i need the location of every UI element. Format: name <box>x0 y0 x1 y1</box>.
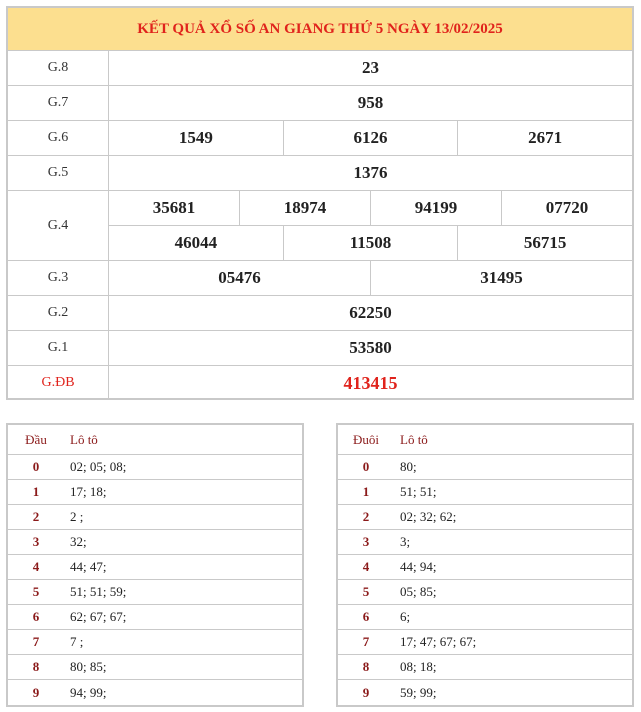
prize-number: 2671 <box>457 121 632 155</box>
dau-numbers: 94; 99; <box>70 684 107 700</box>
duoi-row <box>338 505 632 530</box>
prize-number: 11508 <box>283 226 458 260</box>
duoi-digit: 7 <box>362 634 370 649</box>
special-prize-number: 413415 <box>343 372 398 393</box>
duoi-digit: 9 <box>362 684 370 700</box>
prize-numbers <box>109 191 632 260</box>
duoi-row <box>338 480 632 505</box>
duoi-digit: 2 <box>362 509 370 524</box>
duoi-digit: 1 <box>362 484 370 499</box>
prize-line <box>109 296 632 330</box>
prize-number: 1376 <box>353 163 388 182</box>
duoi-row <box>338 580 632 605</box>
prize-row <box>8 51 632 86</box>
duoi-digit: 5 <box>362 584 370 599</box>
duoi-digit: 0 <box>362 459 370 474</box>
dau-numbers: 62; 67; 67; <box>70 609 127 624</box>
prize-numbers <box>109 86 632 120</box>
duoi-digit: 6 <box>362 609 370 624</box>
duoi-row <box>338 630 632 655</box>
prize-label: G.3 <box>8 261 109 295</box>
prize-line <box>109 156 632 190</box>
prize-row <box>8 366 632 400</box>
prize-number: 46044 <box>174 233 218 252</box>
prize-number: 07720 <box>501 191 632 225</box>
prize-label: G.5 <box>8 156 109 190</box>
duoi-numbers: 80; <box>400 459 417 474</box>
dau-digit: 1 <box>32 484 40 499</box>
prize-row <box>8 86 632 121</box>
dau-table-header <box>8 425 302 455</box>
dau-header-key: Đầu <box>25 431 47 447</box>
prize-label: G.7 <box>8 86 109 120</box>
dau-numbers: 2 ; <box>70 509 84 524</box>
results-table <box>6 6 634 400</box>
prize-numbers <box>109 296 632 330</box>
duoi-digit: 4 <box>362 559 370 574</box>
prize-numbers <box>109 121 632 155</box>
prize-label: G.2 <box>8 296 109 330</box>
dau-numbers: 80; 85; <box>70 659 107 674</box>
dau-digit: 3 <box>32 534 40 549</box>
duoi-numbers: 51; 51; <box>400 484 437 499</box>
duoi-numbers: 02; 32; 62; <box>400 509 457 524</box>
duoi-row <box>338 680 632 705</box>
prize-number: 958 <box>357 93 384 112</box>
duoi-numbers: 05; 85; <box>400 584 437 599</box>
dau-digit: 2 <box>32 509 40 524</box>
prize-line <box>109 366 632 400</box>
duoi-table-body <box>338 455 632 705</box>
prize-row <box>8 331 632 366</box>
prize-number: 18974 <box>239 191 370 225</box>
dau-row <box>8 555 302 580</box>
prize-number: 56715 <box>457 226 632 260</box>
prize-line <box>109 51 632 85</box>
duoi-header-key: Đuôi <box>353 431 379 447</box>
dau-numbers: 7 ; <box>70 634 84 649</box>
duoi-numbers: 6; <box>400 609 411 624</box>
prize-label: G.8 <box>8 51 109 85</box>
dau-digit: 4 <box>32 559 40 574</box>
prize-line <box>109 331 632 365</box>
dau-numbers: 02; 05; 08; <box>70 459 127 474</box>
prize-line <box>109 86 632 120</box>
duoi-numbers: 3; <box>400 534 411 549</box>
duoi-table-header <box>338 425 632 455</box>
dau-row <box>8 655 302 680</box>
prize-label: G.4 <box>8 191 109 260</box>
prize-number: 94199 <box>370 191 501 225</box>
prize-numbers <box>109 156 632 190</box>
duoi-row <box>338 530 632 555</box>
prize-row <box>8 296 632 331</box>
duoi-row <box>338 605 632 630</box>
dau-row <box>8 505 302 530</box>
prize-numbers <box>109 261 632 295</box>
prize-row <box>8 156 632 191</box>
dau-numbers: 44; 47; <box>70 559 107 574</box>
prize-numbers <box>109 331 632 365</box>
dau-digit: 7 <box>32 634 40 649</box>
prize-label: G.1 <box>8 331 109 365</box>
dau-header-val: Lô tô <box>70 431 98 447</box>
duoi-row <box>338 555 632 580</box>
prize-row <box>8 191 632 261</box>
prize-number: 23 <box>362 58 379 77</box>
prize-row <box>8 121 632 156</box>
dau-row <box>8 630 302 655</box>
duoi-numbers: 59; 99; <box>400 684 437 700</box>
duoi-numbers: 17; 47; 67; 67; <box>400 634 477 649</box>
dau-row <box>8 530 302 555</box>
dau-digit: 6 <box>32 609 40 624</box>
duoi-row <box>338 655 632 680</box>
dau-row <box>8 480 302 505</box>
duoi-row <box>338 455 632 480</box>
dau-numbers: 32; <box>70 534 87 549</box>
dau-row <box>8 605 302 630</box>
dau-row <box>8 680 302 705</box>
prize-number: 35681 <box>152 198 196 217</box>
dau-table-body <box>8 455 302 705</box>
dau-digit: 9 <box>32 684 40 700</box>
dau-numbers: 17; 18; <box>70 484 107 499</box>
prize-number: 31495 <box>370 261 632 295</box>
duoi-numbers: 44; 94; <box>400 559 437 574</box>
prize-line <box>109 121 632 155</box>
prize-label: G.6 <box>8 121 109 155</box>
prize-line <box>109 191 632 225</box>
prize-line <box>109 225 632 260</box>
prize-numbers <box>109 51 632 85</box>
results-title: KẾT QUẢ XỔ SỐ AN GIANG THỨ 5 NGÀY 13/02/2025 <box>8 8 632 51</box>
dau-digit: 5 <box>32 584 40 599</box>
duoi-digit: 3 <box>362 534 370 549</box>
prize-row <box>8 261 632 296</box>
duoi-numbers: 08; 18; <box>400 659 437 674</box>
duoi-table <box>336 423 634 707</box>
duoi-digit: 8 <box>362 659 370 674</box>
dau-row <box>8 455 302 480</box>
duoi-header-val: Lô tô <box>400 431 428 447</box>
prize-number: 53580 <box>349 338 392 357</box>
dau-digit: 8 <box>32 659 40 674</box>
prize-number: 1549 <box>178 128 213 147</box>
dau-row <box>8 580 302 605</box>
prize-line <box>109 261 632 295</box>
prize-label: G.ĐB <box>8 366 109 400</box>
dau-numbers: 51; 51; 59; <box>70 584 127 599</box>
prize-numbers <box>109 366 632 400</box>
prize-rows <box>8 51 632 400</box>
dau-digit: 0 <box>32 459 40 474</box>
prize-number: 05476 <box>218 268 261 287</box>
dau-table <box>6 423 304 707</box>
prize-number: 62250 <box>349 303 392 322</box>
prize-number: 6126 <box>283 121 458 155</box>
